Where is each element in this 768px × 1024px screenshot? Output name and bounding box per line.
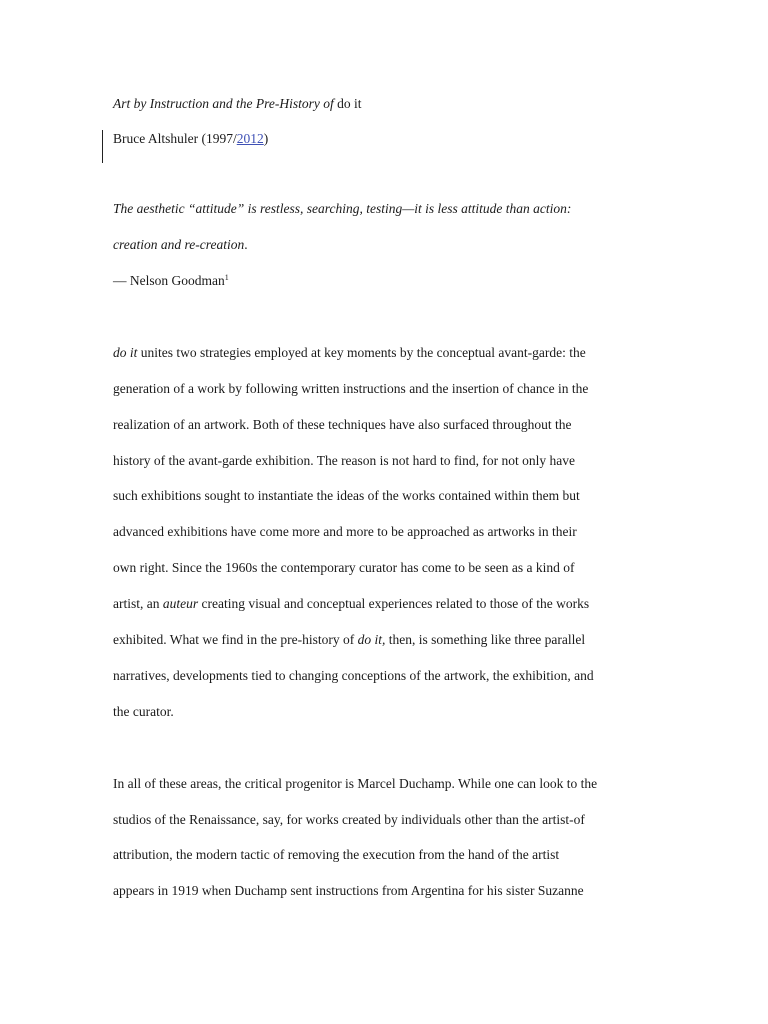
title-roman: do it (333, 96, 362, 111)
p1-line-9-b: then, is something like three parallel (385, 632, 586, 647)
p1-line-8 (113, 596, 589, 612)
p1-line-1 (113, 345, 586, 361)
document-title (113, 96, 362, 112)
p1-line-9-a: exhibited. What we find in the pre-history of (113, 632, 358, 647)
author-close: ) (263, 131, 269, 146)
author-name: Bruce Altshuler (1997/ (113, 131, 237, 146)
epigraph-attribution (113, 273, 229, 289)
p1-auteur: auteur (162, 596, 199, 611)
p2-line-4: appears in 1919 when Duchamp sent instructions from Argentina for his sister Suzanne (113, 883, 584, 898)
p1-line-3: realization of an artwork. Both of these techniques have also surfaced throughout the (113, 417, 572, 432)
p1-line-8-b: creating visual and conceptual experiences related to those of the works (198, 596, 590, 611)
p1-line-10: narratives, developments tied to changing conceptions of the artwork, the exhibition, and (113, 668, 594, 683)
p1-line-6: advanced exhibitions have come more and more to be approached as artworks in their (113, 524, 577, 539)
footnote-ref[interactable]: 1 (224, 273, 229, 282)
p1-line-11: the curator. (113, 704, 174, 719)
p1-line-8-a: artist, an (113, 596, 163, 611)
p1-line-5: such exhibitions sought to instantiate the ideas of the works contained within them but (113, 488, 580, 503)
p1-do-it-2: do it, (357, 632, 386, 647)
epigraph-text-2: creation and re-creation (113, 237, 245, 252)
epigraph-line-1 (113, 201, 571, 217)
title-italic: Art by Instruction and the Pre-History of (113, 96, 334, 111)
epigraph-line-2 (113, 237, 248, 253)
p2-line-3: attribution, the modern tactic of removing the execution from the hand of the artist (113, 847, 560, 862)
p1-line-9 (113, 632, 585, 648)
p1-do-it: do it (113, 345, 138, 360)
p1-line-1-text: unites two strategies employed at key moments by the conceptual avant-garde: the (137, 345, 586, 360)
text-cursor (102, 130, 103, 163)
p2-line-2: studios of the Renaissance, say, for works created by individuals other than the artist-of (113, 812, 585, 827)
p2-line-1: In all of these areas, the critical progenitor is Marcel Duchamp. While one can look to the (113, 776, 598, 791)
p1-line-4: history of the avant-garde exhibition. The reason is not hard to find, for not only have (113, 453, 576, 468)
epigraph-period: . (244, 237, 248, 252)
year-link[interactable]: 2012 (236, 131, 264, 146)
attribution-text: — Nelson Goodman (113, 273, 225, 288)
epigraph-text-1: The aesthetic “attitude” is restless, searching, testing—it is less attitude than action: (113, 201, 572, 216)
p1-line-7: own right. Since the 1960s the contemporary curator has come to be seen as a kind of (113, 560, 575, 575)
p1-line-2: generation of a work by following written instructions and the insertion of chance in the (113, 381, 589, 396)
author-line (113, 131, 268, 147)
